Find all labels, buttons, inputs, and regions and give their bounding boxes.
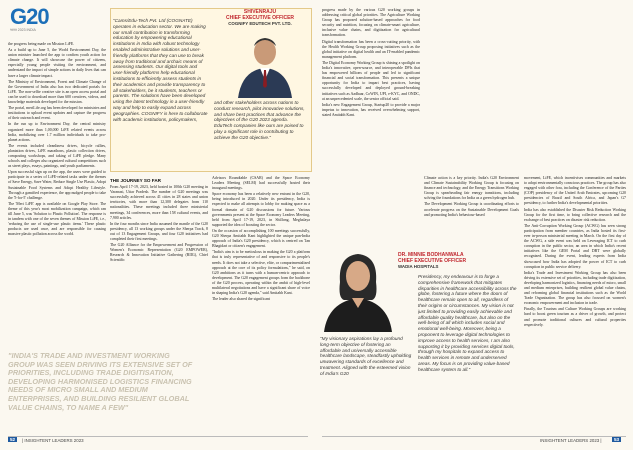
column-1 <box>8 42 106 322</box>
paragraph: India's new Engagement Group, Startup20 to provide a major impetus to innovation, has received overwhelming support, stated Amitabh Kant. <box>322 102 420 117</box>
footer-divider-left <box>8 436 308 437</box>
paragraph: Digital transformation has been a cross-cutting priority, with the Health Working Group proposing initiatives such as the global initiative on digital health and an IT-enabled pandemic management platform. <box>322 39 420 59</box>
column-6 <box>524 176 626 434</box>
paragraph: "India's aim is to be meticulous in making the G20 a platform that is truly representative of and responsive to its people's needs. It does not take a selective, elite, or compartmentalized approach at the core of its policy formulations," he said, on G20 ambitions as it turns with a human-centric approach to development. The G20 engagement groups form the backbone of the G20 process, operating within the ambit of high-level multilateral negotiations and have a significant share of voice in shaping India's G20 agenda," said Amitabh Kant. <box>212 250 310 296</box>
paragraph: As a build up to June 5, the World Environment Day, the union minister launched the app to confirm youth action for climate change. It will showcase the power of citizens, especially young people visiting the environment, and understand the impact of simple actions in daily lives that can have a larger climate impact. <box>8 48 106 78</box>
person-name-text: SHIVENRAJU <box>243 9 277 15</box>
column-2 <box>110 176 208 336</box>
paragraph: The Development Working Group is coordinating efforts to accelerate progress on the Sustainable Development Goals and promoting India's behaviour-based <box>424 202 519 217</box>
paragraph: The leader also shared the significant <box>212 297 271 302</box>
person-name <box>210 9 310 27</box>
person-name-text: DR. MINNIE BODHANWALA <box>398 252 464 258</box>
column-4 <box>322 8 420 238</box>
paragraph: In the run up to Environment Day, the central ministry organized more than 1,00,000 LiFE related events across India, mobilizing over 1.7 million individuals to take pro-planet actions. <box>8 122 106 142</box>
quote-text-cognify: "Cams/Edu-Tech Pvt. Ltd (COGNATE) operates in education sector. We are making our small contribution in transforming education by empowering educational institutions in India with robust technology enabled administrative solutions and user-friendly platforms that they can use to break away from traditional and archaic means of assessing students. Our digital tools and user-friendly platforms help educational institutions to efficiently assess students in their academics and provide transparency to all stakeholders, be it students, teachers or parents. The solutions have been developed using the latest technology in a user-friendly way and help to easily expand across geographies. COGNIFY is here to collaborate with academic institutions, policymakers, <box>113 18 208 122</box>
paragraph: On the occasion of accomplishing 100 meetings successfully, G20 Sherpa Amitabh Kant highlighted the unique pan-India approach of India's G20 presidency, which is centred on 'Jan Bhagidari or citizen's engagement. <box>212 228 310 249</box>
paragraph: The Anti-Corruption Working Group (ACWG) has seen strong participation from member countries, as India hosted its first-ever in-person ministerial meeting in March. On the first day of the ACWG, a side event was held on Leveraging ICT to curb corruption in the public sector, an area in which India's recent initiatives like the GEM Portal and DBT were globally recognized. During the event, leading experts from India showcased how India has adopted the power of ICT to curb corruption in public service delivery. <box>524 223 626 269</box>
paragraph: India's Trade and Investment Working Group has also been driving its extensive set of priorities, including trade digitisation, developing harmonized logistics, financing needs of micro, small and medium enterprises, building resilient global value chains, and reforming global financial institutions such as the World Trade Organization. The group has also focused on women's economic empowerment and inclusion in trade. <box>524 270 626 306</box>
man-portrait-icon <box>230 30 300 98</box>
quote-text-wadia-cont: Presidency, my endeavour is to forge a comprehensive framework that mitigates disparities in healthcare accessibility across the globe, fostering a future where the doors of healthcare remain open to all, regardless of their origins or circumstances. My vision is not just limited to providing easily achievable and affordable quality healthcare, but also on the well-being of all which includes social and emotional well-being. Moreover, being a proponent to leverage digital technologies to improve access to health services, I am also supporting it by providing services digital tools, through my hospitals to expand access to health services in remote and underserved areas. My focus is on providing value-based healthcare system to all." <box>418 274 517 372</box>
quote-text-wadia: "My visionary aspirations lay a profound long-term objective of fostering an affordable and universally accessible healthcare landscape, steadfastly upholding unwavering standards of excellence and treatment. Aligned with the esteemed vision of India's G20 <box>320 336 412 376</box>
footer-left-text: | INSIGHTENT LEADERS 2023 <box>22 438 84 443</box>
footer-right-text: INSIGHTENT LEADERS 2023 | <box>540 438 602 443</box>
paragraph: progress made by the various G20 working groups in addressing critical global priorities. The Agriculture Working Group has proposed solution-based approaches for food security and nutrition, focusing on climate-smart agriculture, inclusive value chains, and digitization for agricultural transformation. <box>322 8 420 38</box>
paragraph: movement, LiFE, which incentivises communities and markets to adopt environmentally conscious practices. The group has also engaged with other fora, including the Conference of the Parties (COP) presidency of the United Arab Emirates, upcoming G20 presidencies of Brazil and South Africa, and Japan's G7 presidency, to further India's developmental priorities. <box>524 176 626 206</box>
paragraph: In the four months since India assumed the mantle of the G20 presidency, all 13 working groups under the Sherpa Track, 8 out of 13 Engagement Groups, and four G20 initiatives had completed their first meetings. <box>110 221 208 242</box>
section-heading: THE JOURNEY SO FAR <box>110 178 161 183</box>
paragraph: The G20 Alliance for the Empowerment and Progression of Women's Economic Representation (G20 EMPOWER), Research & Innovation Initiative Gathering (RIIG), Chief Scientific <box>110 243 208 263</box>
paragraph: India has also established the Disaster Risk Reduction Working Group for the first time, to bring collective research and the exchange of best practices on disaster risk reduction. <box>524 207 626 222</box>
page-number-right: 53 <box>614 437 620 442</box>
paragraph: The portal, meriLife.org has been developed for ministries and institutions to upload event updates and capture the progress of their outreach and event. <box>8 106 106 121</box>
paragraph: the progress being made on Mission LiFE. <box>8 42 75 46</box>
paragraph: From April 17-19, 2023, held hosted in 100th G20 meeting in Varanasi, Uttar Pradesh. The number of G20 meetings was successfully achieved across 41 cities in 28 states and union territories, with more than 12,300 delegates from 110 nationalities. These meetings included three ministerial meetings, 34 conferences, more than 158 cultural events, and 7,900 articles. <box>110 185 208 220</box>
quote-text-cognify-cont: and other stakeholders across nations to conduct research, pilot innovative solutions, and share best practices that advance the objectives of the G20 2023 agenda. EduTech companies like ours are poised to play a significant role in contributing to achieve the G20 objective." <box>214 100 305 140</box>
paragraph: Climate action is a key priority. India's G20 Environment and Climate Sustainability Working Group is focusing on finance and technology, and the Energy Transitions Working Group is spearheading fair energy transitions, including solving the foundations for India as a green hydrogen hub. <box>424 176 519 201</box>
person-name-2 <box>398 252 498 270</box>
paragraph: The Ministry of Environment, Forest and Climate Change of the Government of India also has two dedicated portals for LiFE. The non-selfie creative site is an open access portal and can be used to download more than 600 creatives, videos, and knowledge materials developed for the mission. <box>8 79 106 105</box>
column-5 <box>424 176 519 246</box>
paragraph: The events included cleanliness drives, bicycle rallies, plantation drives, LiFE marathons, plastic collection drives, composting workshops, and taking of LiFE pledge. Many schools and colleges also organized cultural competitions such as street plays, essays, paintings, and youth parliaments. <box>8 143 106 169</box>
footer-divider-right <box>322 436 626 437</box>
paragraph: Finally, the Tourism and Culture Working Groups are working hard to boost green tourism as a driver of growth, and protect and promote traditional cultures and cultural properties respectively. <box>524 307 626 327</box>
person-title-text: CHIEF EXECUTIVE OFFICER <box>398 258 467 264</box>
paragraph: Upon successful sign up on the app, the users were guided to participate in a series of LiFE-related tasks under the themes of Save Energy, Save Water, Reduce Single Use Plastic, Adopt Sustainable Food Systems and Adopt Healthy Lifestyle. Through a gamified experience, the app nudged people to take the '5-for-5' challenge. <box>8 170 106 200</box>
g20-logo-sub: भारत 2023 INDIA <box>10 28 36 32</box>
person-company-text: WADIA HOSPITALS <box>398 264 439 269</box>
paragraph: The Digital Economy Working Group is shining a spotlight on India's innovative, open-source, and interoperable DPIs that has empowered billions of people and led to significant financial and social transformation. This presents a unique opportunity for India to impart best practices, having successfully developed and deployed ground-breaking initiatives such as Aadhaar, CoWIN, UPI, e-KYC, and ONDC, at an unprecedented scale, the senior official said. <box>322 60 420 101</box>
page-number-left: 52 <box>10 437 16 442</box>
paragraph: Advisors Roundtable (CSAR) and the Space Economy Leaders Meeting (SELM) had successfully hosted their inaugural meetings. <box>212 176 310 191</box>
paragraph: The 'Meri LiFE' app is available on Google Play Store. The theme of this year's most mobilization campaign, which ran till June 5, was 'Solution to Plastic Pollution'. The response is in tandem with one of the seven themes of Mission LiFE, i.e., 'reducing the use of single-use plastic items.' These plastic products are used once, and are responsible for causing massive plastic pollution across the world. <box>8 201 106 237</box>
pull-quote: "INDIA'S TRADE AND INVESTMENT WORKING GROUP WAS SEEN DRIVING ITS EXTENSIVE SET OF PRIORITIES, INCLUDING TRADE DIGITISATION, DEVELOPING HARMONISED LOGISTICS FINANCING NEEDS OF MICRO SMALL AND MEDIUM ENTERPRISES, AND BUILDING RESILIENT GLOBAL VALUE CHAINS, TO NAME A FEW" <box>8 352 193 412</box>
g20-logo-mark: G20 <box>10 4 49 29</box>
person-title-text: CHIEF EXECUTIVE OFFICER <box>225 15 295 21</box>
person-company-text: COGNIFY EDUTECH PVT. LTD. <box>228 21 292 26</box>
paragraph: Space economy has been a relatively new entrant in the G20, being introduced in 2020. Under its presidency, India is expected to make all attempts to lobby for making space as a formal domain of G20 discussions for future. Various governments present at the Space Economy Leaders Meeting, held from April 17-19, 2023, in Shillong, Meghalaya supported the idea of boosting the sector. <box>212 192 310 227</box>
column-3 <box>212 176 310 434</box>
